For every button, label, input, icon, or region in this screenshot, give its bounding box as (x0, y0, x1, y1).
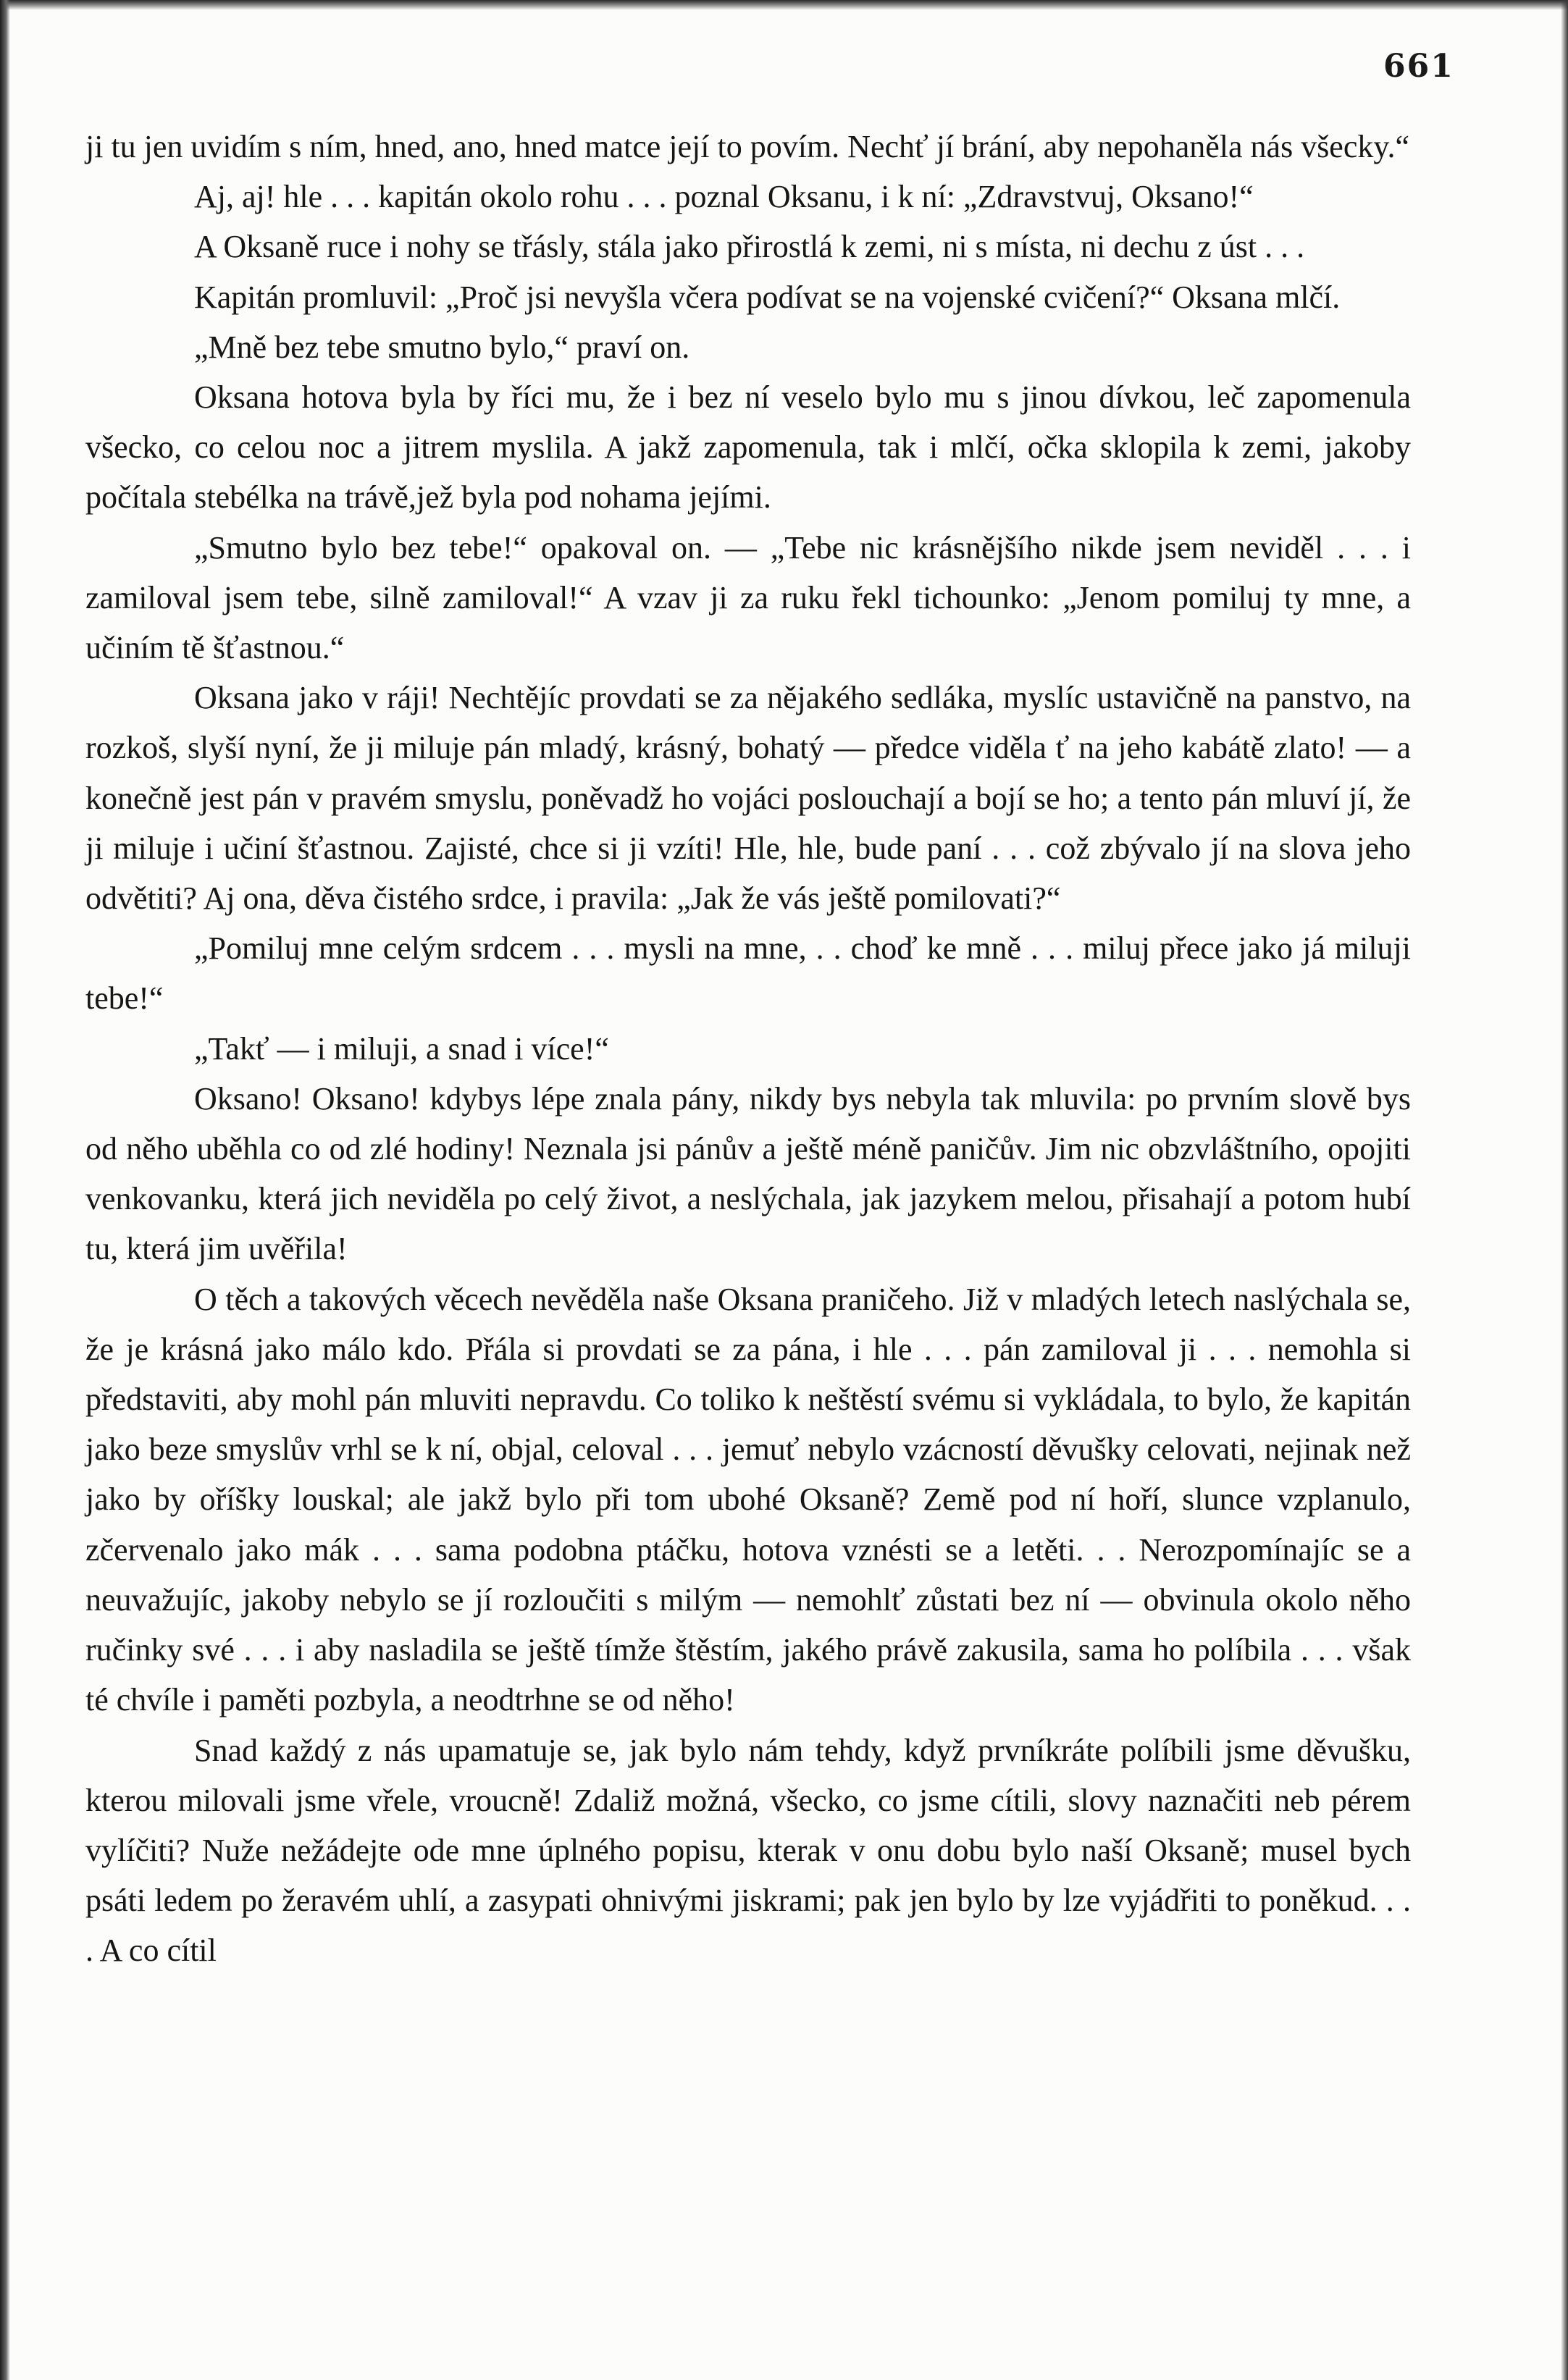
scan-edge-top (0, 0, 1568, 10)
paragraph: „Mně bez tebe smutno bylo,“ praví on. (194, 329, 690, 365)
paragraph: Kapitán promluvil: „Proč jsi nevyšla včera podívat se na vojenské cvičení?“ Oksana mlčí. (194, 279, 1341, 315)
page-number: 661 (1383, 48, 1454, 85)
scan-edge-left (0, 0, 10, 2380)
paragraph: A Oksaně ruce i nohy se třásly, stála jako přirostlá k zemi, ni s místa, ni dechu z úst . . . (194, 229, 1305, 265)
paragraph: Oksana hotova byla by říci mu, že i bez ní veselo bylo mu s jinou dívkou, leč zapomenula všecko, co celou noc a jitrem myslila. A jakž zapomenula, tak i mlčí, očka sklopila k zemi, jakoby počítala stebélka na trávě,jež byla pod nohama jejími. (85, 379, 1411, 516)
paragraph: Oksana jako v ráji! Nechtějíc provdati se za nějakého sedláka, myslíc ustavičně na panstvo, na rozkoš, slyší nyní, že ji miluje pán mladý, krásný, bohatý — předce viděla ť na jeho kabátě zlato! — a konečně jest pán v pravém smyslu, poněvadž ho vojáci poslouchají a bojí se ho; a tento pán mluví jí, že ji miluje i učiní šťastnou. Zajisté, chce si ji vzíti! Hle, hle, bude paní . . . což zbývalo jí na slova jeho odvětiti? Aj ona, děva čistého srdce, i pravila: „Jak že vás ještě pomilovati?“ (85, 680, 1411, 917)
text-body (85, 122, 1411, 1976)
paragraph: „Smutno bylo bez tebe!“ opakoval on. — „Tebe nic krásnějšího nikde jsem neviděl . . . i zamiloval jsem tebe, silně zamiloval!“ A vzav ji za ruku řekl tichounko: „Jenom pomiluj ty mne, a učiním tě šťastnou.“ (85, 529, 1411, 666)
scan-edge-right (1561, 0, 1568, 2380)
paragraph: Oksano! Oksano! kdybys lépe znala pány, nikdy bys nebyla tak mluvila: po prvním slově bys od něho uběhla co od zlé hodiny! Neznala jsi pánův a ještě méně paničův. Jim nic obzvláštního, opojiti venkovanku, která jich neviděla po celý život, a neslýchala, jak jazykem melou, přisahají a potom hubí tu, která jim uvěřila! (85, 1080, 1411, 1267)
paragraph: Snad každý z nás upamatuje se, jak bylo nám tehdy, když prvníkráte políbili jsme děvušku, kterou milovali jsme vřele, vroucně! Zdaliž možná, všecko, co jsme cítili, slovy naznačiti neb pérem vylíčiti? Nuže nežádejte ode mne úplného popisu, kterak v onu dobu bylo naší Oksaně; musel bych psáti ledem po žeravém uhlí, a zasypati ohnivými jiskrami; pak jen bylo by lze vyjádřiti to poněkud. . . . A co cítil (85, 1732, 1411, 1969)
paragraph: Aj, aj! hle . . . kapitán okolo rohu . . . poznal Oksanu, i k ní: „Zdravstvuj, Oksano!“ (194, 179, 1254, 215)
paragraph: O těch a takových věcech nevěděla naše Oksana praničeho. Již v mladých letech naslýchala se, že je krásná jako málo kdo. Přála si provdati se za pána, i hle . . . pán zamiloval ji . . . nemohla si představiti, aby mohl pán mluviti nepravdu. Co toliko k neštěstí svému si vykládala, to bylo, že kapitán jako beze smyslův vrhl se k ní, objal, celoval . . . jemuť nebylo vzácností děvušky celovati, nejinak než jako by oříšky louskal; ale jakž bylo při tom ubohé Oksaně? Země pod ní hoří, slunce vzplanulo, zčervenalo jako mák . . . sama podobna ptáčku, hotova vznésti se a letěti. . . Nerozpomínajíc se a neuvažujíc, jakoby nebylo se jí rozloučiti s milým — nemohlť zůstati bez ní — obvinula okolo něho ručinky své . . . i aby nasladila se ještě tímže štěstím, jakého právě zakusila, sama ho políbila . . . však té chvíle i paměti pozbyla, a neodtrhne se od něho! (85, 1281, 1411, 1718)
paragraph: „Takť — i miluji, a snad i více!“ (194, 1030, 609, 1067)
paragraph: ji tu jen uvidím s ním, hned, ano, hned matce její to povím. Nechť jí brání, aby nepohaněla nás všecky.“ (85, 129, 1410, 164)
paragraph: „Pomiluj mne celým srdcem . . . mysli na mne, . . choď ke mně . . . miluj přece jako já miluji tebe!“ (85, 930, 1411, 1017)
